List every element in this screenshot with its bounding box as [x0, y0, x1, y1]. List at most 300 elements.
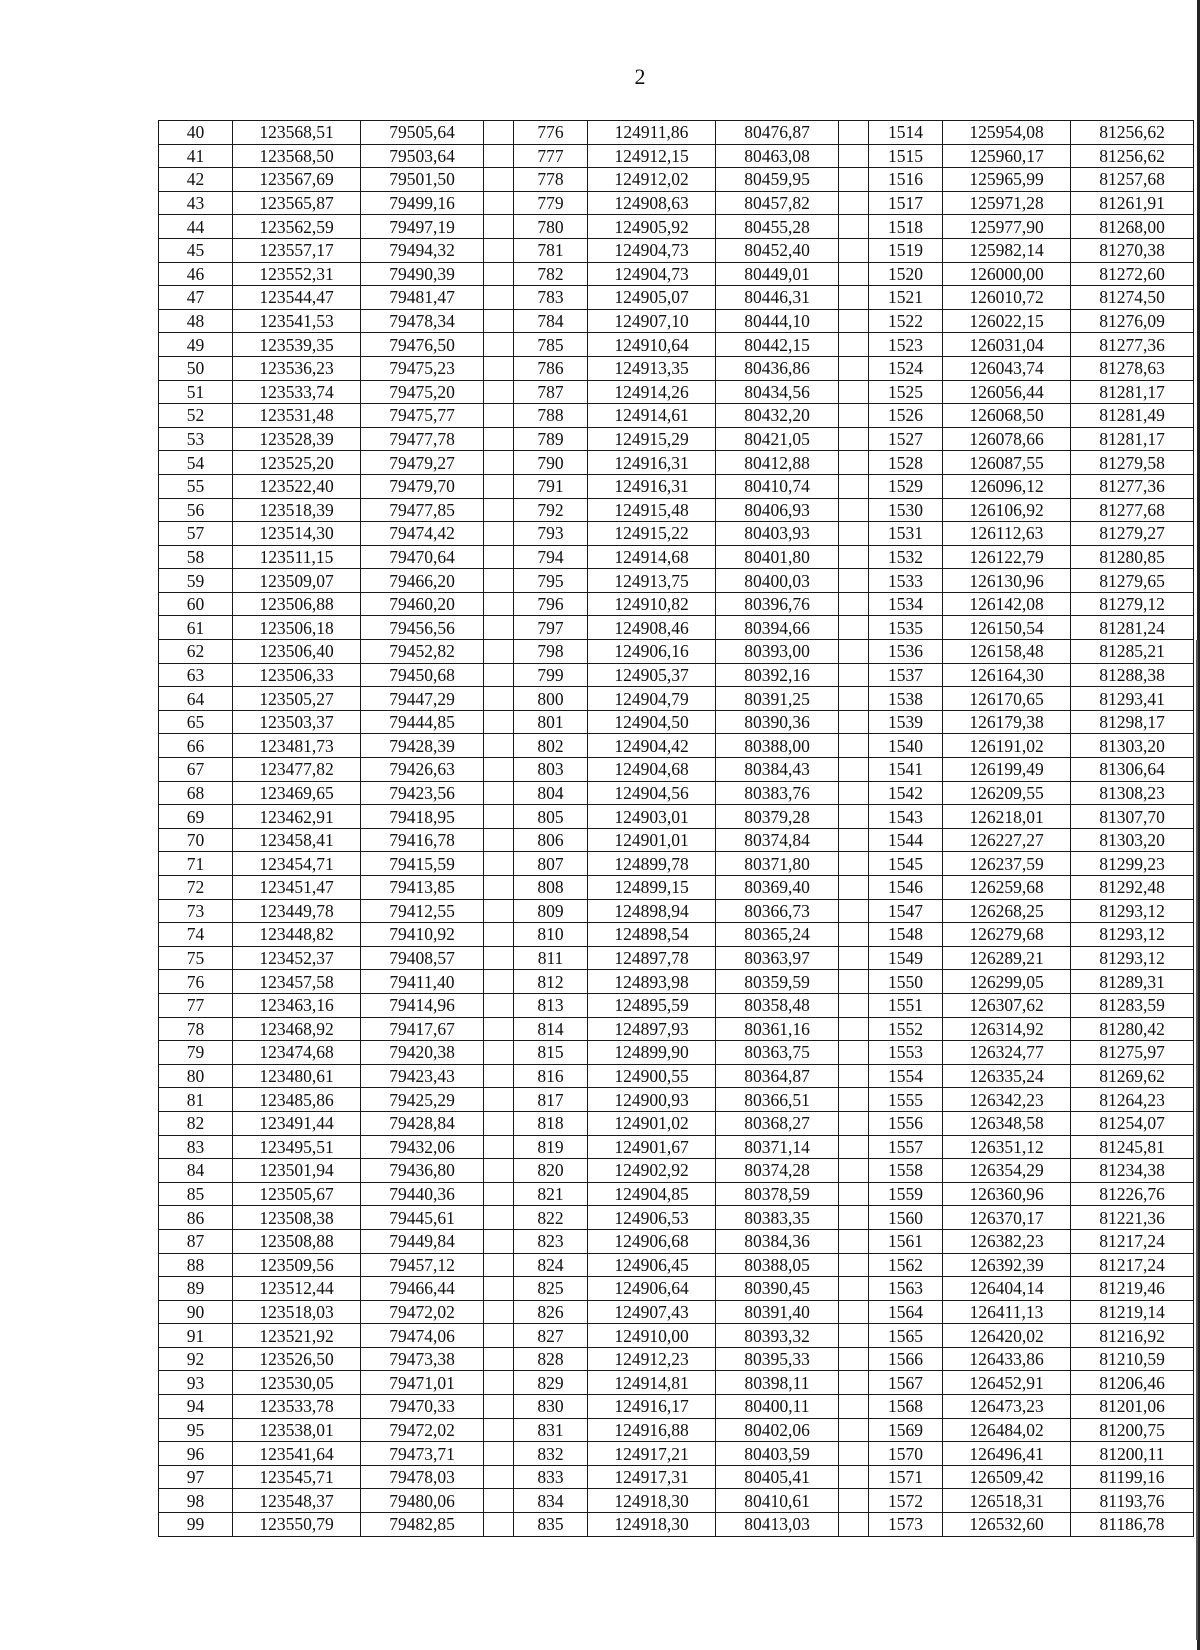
- table-row: [159, 923, 1194, 947]
- x-coordinate-cell: 124901,01: [588, 828, 716, 852]
- point-number-cell: 821: [514, 1182, 588, 1206]
- spacer-cell: [839, 592, 869, 616]
- spacer-cell: [484, 380, 514, 404]
- point-number-cell: 1568: [869, 1395, 943, 1419]
- table-row: [159, 640, 1194, 664]
- y-coordinate-cell: 80476,87: [716, 121, 839, 145]
- spacer-cell: [839, 286, 869, 310]
- spacer-cell: [839, 168, 869, 192]
- x-coordinate-cell: 124915,22: [588, 522, 716, 546]
- x-coordinate-cell: 126307,62: [943, 993, 1071, 1017]
- point-number-cell: 776: [514, 121, 588, 145]
- x-coordinate-cell: 123568,50: [233, 144, 361, 168]
- point-number-cell: 1525: [869, 380, 943, 404]
- spacer-cell: [484, 616, 514, 640]
- y-coordinate-cell: 79456,56: [361, 616, 484, 640]
- x-coordinate-cell: 123463,16: [233, 993, 361, 1017]
- y-coordinate-cell: 80365,24: [716, 923, 839, 947]
- point-number-cell: 795: [514, 569, 588, 593]
- y-coordinate-cell: 81279,12: [1071, 592, 1194, 616]
- spacer-cell: [484, 451, 514, 475]
- spacer-cell: [839, 404, 869, 428]
- y-coordinate-cell: 79478,34: [361, 309, 484, 333]
- spacer-cell: [839, 1513, 869, 1537]
- point-number-cell: 782: [514, 262, 588, 286]
- spacer-cell: [839, 1135, 869, 1159]
- point-number-cell: 1521: [869, 286, 943, 310]
- point-number-cell: 790: [514, 451, 588, 475]
- x-coordinate-cell: 124901,02: [588, 1111, 716, 1135]
- point-number-cell: 1573: [869, 1513, 943, 1537]
- spacer-cell: [484, 215, 514, 239]
- point-number-cell: 84: [159, 1159, 233, 1183]
- x-coordinate-cell: 124916,17: [588, 1395, 716, 1419]
- point-number-cell: 59: [159, 569, 233, 593]
- y-coordinate-cell: 81221,36: [1071, 1206, 1194, 1230]
- x-coordinate-cell: 126404,14: [943, 1277, 1071, 1301]
- x-coordinate-cell: 123522,40: [233, 474, 361, 498]
- y-coordinate-cell: 81256,62: [1071, 121, 1194, 145]
- spacer-cell: [484, 1253, 514, 1277]
- y-coordinate-cell: 81299,23: [1071, 852, 1194, 876]
- x-coordinate-cell: 126031,04: [943, 333, 1071, 357]
- x-coordinate-cell: 123505,67: [233, 1182, 361, 1206]
- point-number-cell: 1558: [869, 1159, 943, 1183]
- x-coordinate-cell: 124914,68: [588, 545, 716, 569]
- spacer-cell: [839, 781, 869, 805]
- y-coordinate-cell: 81280,85: [1071, 545, 1194, 569]
- y-coordinate-cell: 81277,68: [1071, 498, 1194, 522]
- point-number-cell: 823: [514, 1229, 588, 1253]
- x-coordinate-cell: 126056,44: [943, 380, 1071, 404]
- point-number-cell: 53: [159, 427, 233, 451]
- x-coordinate-cell: 124914,61: [588, 404, 716, 428]
- spacer-cell: [484, 309, 514, 333]
- point-number-cell: 1548: [869, 923, 943, 947]
- x-coordinate-cell: 126324,77: [943, 1041, 1071, 1065]
- y-coordinate-cell: 79440,36: [361, 1182, 484, 1206]
- spacer-cell: [839, 1465, 869, 1489]
- point-number-cell: 1534: [869, 592, 943, 616]
- x-coordinate-cell: 124895,59: [588, 993, 716, 1017]
- spacer-cell: [839, 522, 869, 546]
- spacer-cell: [484, 1088, 514, 1112]
- spacer-cell: [839, 1277, 869, 1301]
- table-row: [159, 1159, 1194, 1183]
- x-coordinate-cell: 126420,02: [943, 1324, 1071, 1348]
- spacer-cell: [484, 1300, 514, 1324]
- y-coordinate-cell: 81279,27: [1071, 522, 1194, 546]
- y-coordinate-cell: 79480,06: [361, 1489, 484, 1513]
- x-coordinate-cell: 126218,01: [943, 805, 1071, 829]
- x-coordinate-cell: 123518,03: [233, 1300, 361, 1324]
- spacer-cell: [839, 758, 869, 782]
- x-coordinate-cell: 126112,63: [943, 522, 1071, 546]
- y-coordinate-cell: 80395,33: [716, 1347, 839, 1371]
- x-coordinate-cell: 123480,61: [233, 1064, 361, 1088]
- y-coordinate-cell: 79472,02: [361, 1418, 484, 1442]
- table-row: [159, 1395, 1194, 1419]
- point-number-cell: 47: [159, 286, 233, 310]
- y-coordinate-cell: 80384,36: [716, 1229, 839, 1253]
- y-coordinate-cell: 79426,63: [361, 758, 484, 782]
- point-number-cell: 48: [159, 309, 233, 333]
- point-number-cell: 1551: [869, 993, 943, 1017]
- table-row: [159, 734, 1194, 758]
- y-coordinate-cell: 81186,78: [1071, 1513, 1194, 1537]
- y-coordinate-cell: 80400,11: [716, 1395, 839, 1419]
- x-coordinate-cell: 126199,49: [943, 758, 1071, 782]
- x-coordinate-cell: 126473,23: [943, 1395, 1071, 1419]
- x-coordinate-cell: 124905,92: [588, 215, 716, 239]
- y-coordinate-cell: 80436,86: [716, 356, 839, 380]
- x-coordinate-cell: 123505,27: [233, 687, 361, 711]
- y-coordinate-cell: 79452,82: [361, 640, 484, 664]
- y-coordinate-cell: 79412,55: [361, 899, 484, 923]
- y-coordinate-cell: 79420,38: [361, 1041, 484, 1065]
- y-coordinate-cell: 80446,31: [716, 286, 839, 310]
- point-number-cell: 780: [514, 215, 588, 239]
- x-coordinate-cell: 124903,01: [588, 805, 716, 829]
- point-number-cell: 54: [159, 451, 233, 475]
- x-coordinate-cell: 124908,63: [588, 191, 716, 215]
- point-number-cell: 1529: [869, 474, 943, 498]
- x-coordinate-cell: 124899,15: [588, 876, 716, 900]
- point-number-cell: 1552: [869, 1017, 943, 1041]
- x-coordinate-cell: 126360,96: [943, 1182, 1071, 1206]
- x-coordinate-cell: 123512,44: [233, 1277, 361, 1301]
- table-row: [159, 710, 1194, 734]
- y-coordinate-cell: 80413,03: [716, 1513, 839, 1537]
- y-coordinate-cell: 80455,28: [716, 215, 839, 239]
- table-row: [159, 427, 1194, 451]
- y-coordinate-cell: 81308,23: [1071, 781, 1194, 805]
- y-coordinate-cell: 80390,45: [716, 1277, 839, 1301]
- point-number-cell: 1535: [869, 616, 943, 640]
- y-coordinate-cell: 80410,74: [716, 474, 839, 498]
- point-number-cell: 92: [159, 1347, 233, 1371]
- y-coordinate-cell: 79476,50: [361, 333, 484, 357]
- y-coordinate-cell: 79473,71: [361, 1442, 484, 1466]
- x-coordinate-cell: 124906,45: [588, 1253, 716, 1277]
- point-number-cell: 76: [159, 970, 233, 994]
- table-row: [159, 168, 1194, 192]
- x-coordinate-cell: 126142,08: [943, 592, 1071, 616]
- y-coordinate-cell: 81272,60: [1071, 262, 1194, 286]
- point-number-cell: 1520: [869, 262, 943, 286]
- table-row: [159, 1206, 1194, 1230]
- point-number-cell: 1549: [869, 946, 943, 970]
- x-coordinate-cell: 126342,23: [943, 1088, 1071, 1112]
- spacer-cell: [839, 970, 869, 994]
- x-coordinate-cell: 123521,92: [233, 1324, 361, 1348]
- spacer-cell: [839, 238, 869, 262]
- spacer-cell: [484, 663, 514, 687]
- table-row: [159, 1017, 1194, 1041]
- point-number-cell: 796: [514, 592, 588, 616]
- point-number-cell: 827: [514, 1324, 588, 1348]
- y-coordinate-cell: 80405,41: [716, 1465, 839, 1489]
- point-number-cell: 1553: [869, 1041, 943, 1065]
- y-coordinate-cell: 80361,16: [716, 1017, 839, 1041]
- x-coordinate-cell: 126259,68: [943, 876, 1071, 900]
- x-coordinate-cell: 126509,42: [943, 1465, 1071, 1489]
- x-coordinate-cell: 124907,10: [588, 309, 716, 333]
- point-number-cell: 833: [514, 1465, 588, 1489]
- x-coordinate-cell: 124904,42: [588, 734, 716, 758]
- table-row: [159, 191, 1194, 215]
- table-row: [159, 474, 1194, 498]
- x-coordinate-cell: 124911,86: [588, 121, 716, 145]
- spacer-cell: [839, 1229, 869, 1253]
- point-number-cell: 811: [514, 946, 588, 970]
- table-row: [159, 663, 1194, 687]
- y-coordinate-cell: 81292,48: [1071, 876, 1194, 900]
- y-coordinate-cell: 81289,31: [1071, 970, 1194, 994]
- point-number-cell: 1572: [869, 1489, 943, 1513]
- y-coordinate-cell: 79479,70: [361, 474, 484, 498]
- y-coordinate-cell: 80393,00: [716, 640, 839, 664]
- point-number-cell: 62: [159, 640, 233, 664]
- table-row: [159, 1347, 1194, 1371]
- spacer-cell: [839, 121, 869, 145]
- y-coordinate-cell: 80391,40: [716, 1300, 839, 1324]
- spacer-cell: [484, 1347, 514, 1371]
- table-row: [159, 1465, 1194, 1489]
- point-number-cell: 800: [514, 687, 588, 711]
- spacer-cell: [484, 734, 514, 758]
- table-row: [159, 970, 1194, 994]
- y-coordinate-cell: 81288,38: [1071, 663, 1194, 687]
- x-coordinate-cell: 123508,38: [233, 1206, 361, 1230]
- x-coordinate-cell: 126096,12: [943, 474, 1071, 498]
- y-coordinate-cell: 80449,01: [716, 262, 839, 286]
- point-number-cell: 64: [159, 687, 233, 711]
- point-number-cell: 1561: [869, 1229, 943, 1253]
- spacer-cell: [484, 710, 514, 734]
- x-coordinate-cell: 126122,79: [943, 545, 1071, 569]
- point-number-cell: 1550: [869, 970, 943, 994]
- spacer-cell: [839, 899, 869, 923]
- spacer-cell: [839, 1395, 869, 1419]
- x-coordinate-cell: 125960,17: [943, 144, 1071, 168]
- spacer-cell: [839, 380, 869, 404]
- spacer-cell: [839, 946, 869, 970]
- point-number-cell: 1569: [869, 1418, 943, 1442]
- y-coordinate-cell: 79497,19: [361, 215, 484, 239]
- y-coordinate-cell: 81216,92: [1071, 1324, 1194, 1348]
- point-number-cell: 83: [159, 1135, 233, 1159]
- x-coordinate-cell: 124904,79: [588, 687, 716, 711]
- point-number-cell: 1556: [869, 1111, 943, 1135]
- x-coordinate-cell: 123562,59: [233, 215, 361, 239]
- point-number-cell: 830: [514, 1395, 588, 1419]
- x-coordinate-cell: 123506,88: [233, 592, 361, 616]
- x-coordinate-cell: 124905,37: [588, 663, 716, 687]
- point-number-cell: 825: [514, 1277, 588, 1301]
- spacer-cell: [839, 640, 869, 664]
- y-coordinate-cell: 81293,12: [1071, 946, 1194, 970]
- point-number-cell: 815: [514, 1041, 588, 1065]
- x-coordinate-cell: 124904,50: [588, 710, 716, 734]
- spacer-cell: [839, 427, 869, 451]
- y-coordinate-cell: 81217,24: [1071, 1229, 1194, 1253]
- x-coordinate-cell: 124915,48: [588, 498, 716, 522]
- x-coordinate-cell: 124910,00: [588, 1324, 716, 1348]
- spacer-cell: [839, 333, 869, 357]
- point-number-cell: 808: [514, 876, 588, 900]
- x-coordinate-cell: 126130,96: [943, 569, 1071, 593]
- spacer-cell: [484, 404, 514, 428]
- y-coordinate-cell: 79490,39: [361, 262, 484, 286]
- point-number-cell: 813: [514, 993, 588, 1017]
- y-coordinate-cell: 80398,11: [716, 1371, 839, 1395]
- y-coordinate-cell: 81264,23: [1071, 1088, 1194, 1112]
- point-number-cell: 793: [514, 522, 588, 546]
- point-number-cell: 1537: [869, 663, 943, 687]
- point-number-cell: 90: [159, 1300, 233, 1324]
- y-coordinate-cell: 79415,59: [361, 852, 484, 876]
- coordinates-table: [158, 120, 1194, 1537]
- y-coordinate-cell: 81278,63: [1071, 356, 1194, 380]
- y-coordinate-cell: 79474,06: [361, 1324, 484, 1348]
- point-number-cell: 787: [514, 380, 588, 404]
- y-coordinate-cell: 80434,56: [716, 380, 839, 404]
- spacer-cell: [484, 1465, 514, 1489]
- point-number-cell: 788: [514, 404, 588, 428]
- table-row: [159, 805, 1194, 829]
- point-number-cell: 89: [159, 1277, 233, 1301]
- x-coordinate-cell: 124898,54: [588, 923, 716, 947]
- y-coordinate-cell: 81303,20: [1071, 828, 1194, 852]
- spacer-cell: [839, 451, 869, 475]
- point-number-cell: 799: [514, 663, 588, 687]
- table-row: [159, 1442, 1194, 1466]
- x-coordinate-cell: 123468,92: [233, 1017, 361, 1041]
- spacer-cell: [484, 1489, 514, 1513]
- y-coordinate-cell: 81261,91: [1071, 191, 1194, 215]
- y-coordinate-cell: 81274,50: [1071, 286, 1194, 310]
- point-number-cell: 1536: [869, 640, 943, 664]
- y-coordinate-cell: 79477,78: [361, 427, 484, 451]
- x-coordinate-cell: 126289,21: [943, 946, 1071, 970]
- point-number-cell: 1524: [869, 356, 943, 380]
- y-coordinate-cell: 80359,59: [716, 970, 839, 994]
- point-number-cell: 1557: [869, 1135, 943, 1159]
- table-row: [159, 1182, 1194, 1206]
- point-number-cell: 1559: [869, 1182, 943, 1206]
- table-row: [159, 1418, 1194, 1442]
- point-number-cell: 1571: [869, 1465, 943, 1489]
- point-number-cell: 93: [159, 1371, 233, 1395]
- point-number-cell: 74: [159, 923, 233, 947]
- point-number-cell: 70: [159, 828, 233, 852]
- x-coordinate-cell: 126348,58: [943, 1111, 1071, 1135]
- point-number-cell: 1516: [869, 168, 943, 192]
- y-coordinate-cell: 81200,75: [1071, 1418, 1194, 1442]
- x-coordinate-cell: 124912,23: [588, 1347, 716, 1371]
- table-row: [159, 545, 1194, 569]
- point-number-cell: 73: [159, 899, 233, 923]
- y-coordinate-cell: 80459,95: [716, 168, 839, 192]
- point-number-cell: 826: [514, 1300, 588, 1324]
- table-row: [159, 781, 1194, 805]
- y-coordinate-cell: 81199,16: [1071, 1465, 1194, 1489]
- x-coordinate-cell: 124900,55: [588, 1064, 716, 1088]
- spacer-cell: [484, 852, 514, 876]
- x-coordinate-cell: 123448,82: [233, 923, 361, 947]
- y-coordinate-cell: 79436,80: [361, 1159, 484, 1183]
- spacer-cell: [484, 640, 514, 664]
- spacer-cell: [484, 286, 514, 310]
- point-number-cell: 791: [514, 474, 588, 498]
- y-coordinate-cell: 79472,02: [361, 1300, 484, 1324]
- point-number-cell: 72: [159, 876, 233, 900]
- x-coordinate-cell: 126158,48: [943, 640, 1071, 664]
- y-coordinate-cell: 81279,58: [1071, 451, 1194, 475]
- x-coordinate-cell: 126087,55: [943, 451, 1071, 475]
- y-coordinate-cell: 80378,59: [716, 1182, 839, 1206]
- y-coordinate-cell: 81293,12: [1071, 923, 1194, 947]
- point-number-cell: 835: [514, 1513, 588, 1537]
- x-coordinate-cell: 124910,64: [588, 333, 716, 357]
- y-coordinate-cell: 79473,38: [361, 1347, 484, 1371]
- x-coordinate-cell: 124904,56: [588, 781, 716, 805]
- spacer-cell: [484, 121, 514, 145]
- point-number-cell: 87: [159, 1229, 233, 1253]
- table-row: [159, 687, 1194, 711]
- x-coordinate-cell: 124914,81: [588, 1371, 716, 1395]
- point-number-cell: 63: [159, 663, 233, 687]
- table-row: [159, 876, 1194, 900]
- page-number: 2: [634, 64, 646, 89]
- spacer-cell: [484, 1041, 514, 1065]
- y-coordinate-cell: 80463,08: [716, 144, 839, 168]
- y-coordinate-cell: 81257,68: [1071, 168, 1194, 192]
- y-coordinate-cell: 81277,36: [1071, 474, 1194, 498]
- x-coordinate-cell: 123511,15: [233, 545, 361, 569]
- x-coordinate-cell: 124897,78: [588, 946, 716, 970]
- spacer-cell: [839, 262, 869, 286]
- x-coordinate-cell: 126237,59: [943, 852, 1071, 876]
- spacer-cell: [839, 545, 869, 569]
- x-coordinate-cell: 124897,93: [588, 1017, 716, 1041]
- y-coordinate-cell: 80410,61: [716, 1489, 839, 1513]
- point-number-cell: 1522: [869, 309, 943, 333]
- point-number-cell: 56: [159, 498, 233, 522]
- x-coordinate-cell: 126043,74: [943, 356, 1071, 380]
- x-coordinate-cell: 126227,27: [943, 828, 1071, 852]
- point-number-cell: 98: [159, 1489, 233, 1513]
- y-coordinate-cell: 80369,40: [716, 876, 839, 900]
- y-coordinate-cell: 80384,43: [716, 758, 839, 782]
- spacer-cell: [484, 1442, 514, 1466]
- spacer-cell: [839, 1371, 869, 1395]
- x-coordinate-cell: 124899,90: [588, 1041, 716, 1065]
- point-number-cell: 1541: [869, 758, 943, 782]
- point-number-cell: 75: [159, 946, 233, 970]
- point-number-cell: 45: [159, 238, 233, 262]
- x-coordinate-cell: 126433,86: [943, 1347, 1071, 1371]
- x-coordinate-cell: 123451,47: [233, 876, 361, 900]
- point-number-cell: 786: [514, 356, 588, 380]
- spacer-cell: [839, 569, 869, 593]
- x-coordinate-cell: 126068,50: [943, 404, 1071, 428]
- x-coordinate-cell: 126314,92: [943, 1017, 1071, 1041]
- y-coordinate-cell: 81193,76: [1071, 1489, 1194, 1513]
- spacer-cell: [839, 663, 869, 687]
- table-row: [159, 1088, 1194, 1112]
